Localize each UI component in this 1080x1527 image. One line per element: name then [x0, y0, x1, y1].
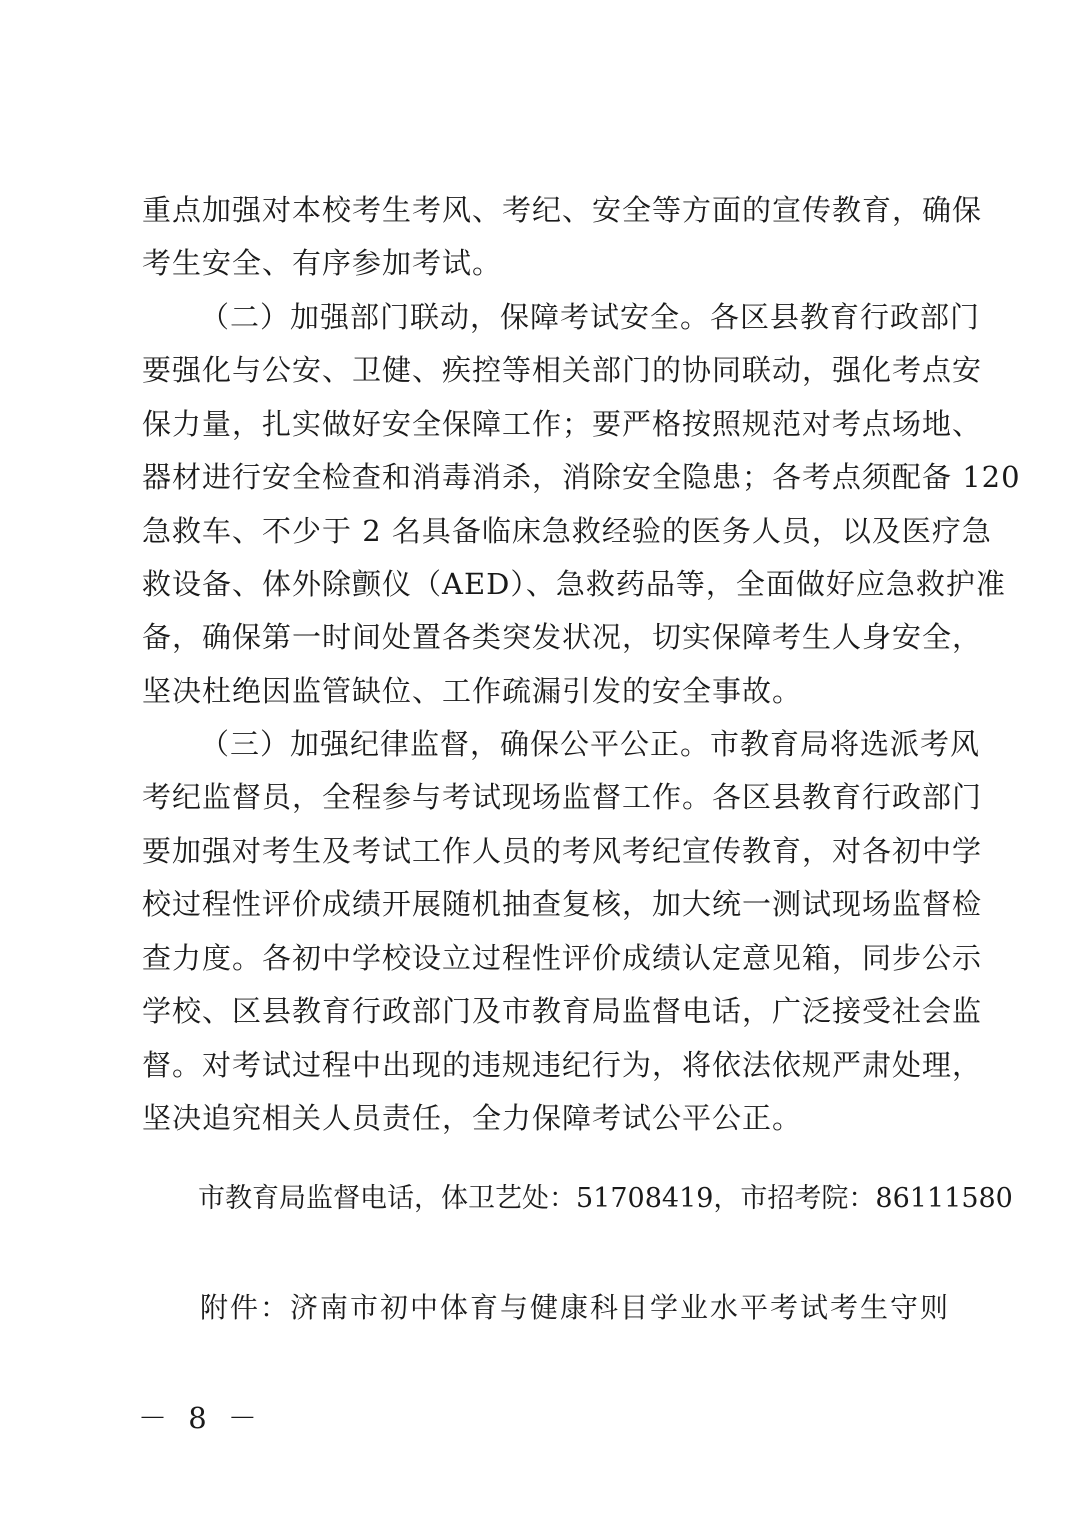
attachment-line: 附件：济南市初中体育与健康科目学业水平考试考生守则: [200, 1291, 951, 1324]
section-2-first-line: [200, 297, 981, 337]
paragraph-line: 考纪监督员，全程参与考试现场监督工作。各区县教育行政部门: [142, 780, 983, 814]
section-2-lead-text: 各区县教育行政部门: [710, 300, 981, 334]
paragraph-line: 学校、区县教育行政部门及市教育局监督电话，广泛接受社会监: [142, 994, 983, 1028]
paragraph-line: 保力量，扎实做好安全保障工作；要严格按照规范对考点场地、: [142, 407, 983, 441]
paragraph-line: 坚决追究相关人员责任，全力保障考试公平公正。: [142, 1101, 803, 1135]
section-3-heading: （三）加强纪律监督，确保公平公正。: [200, 727, 711, 761]
paragraph-line: 督。对考试过程中出现的违规违纪行为，将依法依规严肃处理，: [142, 1048, 983, 1082]
paragraph-line: 备，确保第一时间处置各类突发状况，切实保障考生人身安全，: [142, 620, 983, 654]
paragraph-line: 考生安全、有序参加考试。: [142, 246, 503, 280]
section-2-heading: （二）加强部门联动，保障考试安全。: [200, 300, 711, 334]
page-number: － 8 －: [138, 1401, 263, 1435]
section-3-lead-text: 市教育局将选派考风: [710, 727, 981, 761]
section-3-first-line: [200, 724, 981, 764]
paragraph-line: 坚决杜绝因监管缺位、工作疏漏引发的安全事故。: [142, 674, 803, 708]
supervision-phone-line: 市教育局监督电话，体卫艺处：51708419，市招考院：86111580: [198, 1183, 1013, 1214]
paragraph-line: 要加强对考生及考试工作人员的考风考纪宣传教育，对各初中学: [142, 834, 983, 868]
paragraph-line: 救设备、体外除颤仪（AED）、急救药品等，全面做好应急救护准: [142, 567, 1006, 601]
paragraph-line: 急救车、不少于 2 名具备临床急救经验的医务人员，以及医疗急: [142, 514, 992, 548]
paragraph-line: 要强化与公安、卫健、疾控等相关部门的协同联动，强化考点安: [142, 353, 983, 387]
paragraph-line: 重点加强对本校考生考风、考纪、安全等方面的宣传教育，确保: [142, 193, 983, 227]
paragraph-line: 器材进行安全检查和消毒消杀，消除安全隐患；各考点须配备 120: [142, 460, 1021, 494]
paragraph-line: 校过程性评价成绩开展随机抽查复核，加大统一测试现场监督检: [142, 887, 983, 921]
paragraph-line: 查力度。各初中学校设立过程性评价成绩认定意见箱，同步公示: [142, 941, 983, 975]
